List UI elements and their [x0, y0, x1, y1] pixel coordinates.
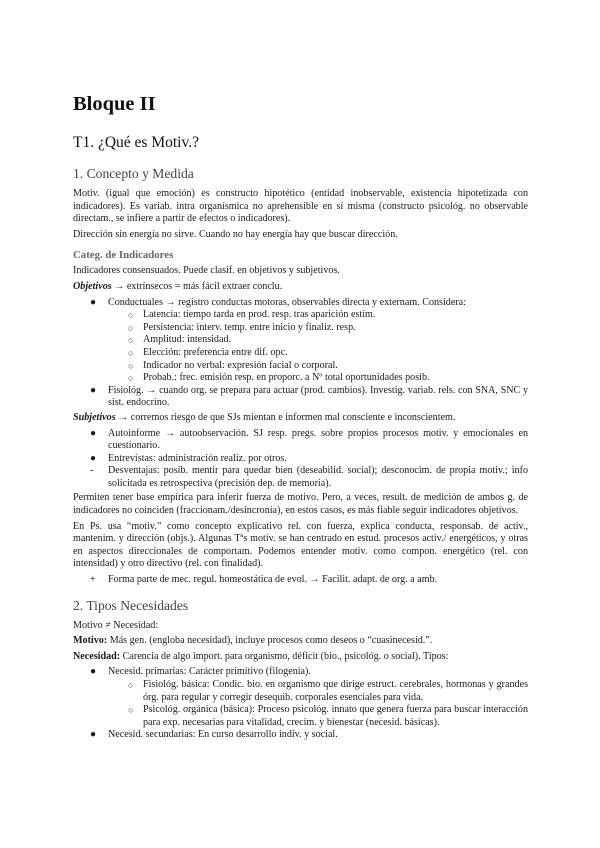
- paragraph: Permiten tener base empírica para inferir fuerza de motivo. Pero, a veces, result. de medición de ambos g. de indicadores no coinciden (fraccionam./desincronía), en estos casos, es más fiable seguir indicadores objetivos.: [73, 492, 528, 517]
- list-item: ● Necesid. secundarias: En curso desarrollo indiv. y social.: [90, 729, 338, 741]
- list-item: ● Entrevistas: administración realiz. por otros.: [90, 452, 287, 464]
- paragraph-objetivos: Objetivos → extrínsecos = más fácil extraer conclu.: [73, 280, 283, 292]
- plus-list: [73, 574, 528, 587]
- sublist-item: ○ Persistencia: interv. temp. entre inicio y finaliz. resp.: [128, 321, 356, 333]
- topic-title: T1. ¿Qué es Motiv.?: [73, 134, 199, 151]
- bullet-marker: ●: [90, 384, 97, 396]
- subsection-heading-indicadores: Categ. de Indicadores: [73, 249, 174, 262]
- paragraph-motivo: Motivo: Más gen. (engloba necesidad), incluye procesos como deseos o “cuasinecesid.”.: [73, 635, 433, 647]
- sublist-item: ○ Fisiológ. básica: Condic. bio. en organismo que dirige estruct. cerebrales, hormonas y grandes órg. para regular y corregir desequib. corporales esenciales para vida.: [128, 679, 528, 703]
- sublist-item: ○ Amplitud: intensidad.: [128, 334, 232, 346]
- necesidades-list: [73, 666, 528, 742]
- list-item: ● Fisiológ. → cuando org. se prepara para actuar (prod. cambios). Investig. variab. rels. con SNA, SNC y sist. endocrino.: [90, 384, 528, 409]
- conductuales-sublist: [108, 309, 528, 385]
- bullet-marker: ●: [90, 296, 97, 308]
- document-title: Bloque II: [73, 93, 156, 115]
- sublist-item: ○ Elección: preferencia entre dif. opc.: [128, 346, 288, 358]
- sublist-item: ○ Psicológ. orgánica (básica): Proceso psicológ. innato que genera fuerza para buscar interacción para exp. necesarias para vitalidad, crecim. y bienestar (necesid. básicas).: [128, 704, 528, 728]
- list-item: - Desventajas: posib. mentir para quedar bien (deseabilid. social); desconocim. de propia motiv.; info solicitada es retrospectiva (precisión dep. de memoria).: [90, 465, 528, 489]
- objetivos-list: [73, 297, 528, 410]
- paragraph: Motivo ≠ Necesidad:: [73, 619, 159, 631]
- paragraph: En Ps. usa “motiv.” como concepto explicativo rel. con fuerza, explica conducta, responsab. de activ., mantenim. y dirección (objs.). Algunas Tªs motiv. se han centrado en estud. procesos activ./ energéticos, y otras en aspectos direccionales de comportam. Podemos entender motiv. como compon. energético (rel. con intensidad) y otro directivo (rel. con finalidad).: [73, 520, 528, 570]
- subjetivos-list: [73, 428, 528, 491]
- primarias-sublist: [108, 679, 528, 729]
- paragraph-necesidad: Necesidad: Carencia de algo import. para organismo, déficit (bio., psicológ. o social). Tipos:: [73, 650, 449, 662]
- paragraph: Dirección sin energía no sirve. Cuando no hay energía hay que buscar dirección.: [73, 228, 398, 240]
- section-heading-concepto: 1. Concepto y Medida: [73, 166, 194, 181]
- sublist-item: ○ Indicador no verbal: expresión facial o corporal.: [128, 359, 338, 371]
- list-item: + Forma parte de mec. regul. homeostática de evol. → Facilit. adapt. de org. a amb.: [90, 574, 438, 586]
- list-item: ● Necesid. primarias: Carácter primitivo (filogenia). ○ Fisiológ. básica: Condic. bio. en organismo que dirige estruct. cerebrales, hormonas y grandes órg. para regular y corregir desequib. corporales esenciales para vida. ○ Psicológ. orgánica (básica): Proceso psicológ. innato que genera fuerza para buscar interacción para exp. necesarias para vitalidad, crecim. y bienestar (necesid. básicas).: [90, 666, 528, 728]
- list-item: ● Conductuales → registro conductas motoras, observables directa y externam. Considera: ○ Latencia: tiempo tarda en prod. resp. tras aparición estím. ○ Persistencia: interv. temp. entre inicio y finaliz. resp. ○ Amplitud: intensidad. ○ Elección: preferencia entre dif. opc. ○ Indicador no verbal: expresión facial o corporal. ○ Probab.: frec. emisión resp. en proporc. a Nº total oportunidades posib.: [73, 297, 528, 385]
- document-body: [73, 166, 528, 744]
- section-heading-tipos: 2. Tipos Necesidades: [73, 597, 189, 613]
- sublist-item: ○ Probab.: frec. emisión resp. en proporc. a Nº total oportunidades posib.: [128, 372, 430, 384]
- paragraph-subjetivos: Subjetivos → corremos riesgo de que SJs mientan e informen mal consciente e inconscientem.: [73, 411, 456, 423]
- paragraph: Motiv. (igual que emoción) es constructo hipotético (entidad inobservable, existencia hipotetizada con indicadores). Es variab. intra organísmica no aprehensible en sí misma (constructo psicológ. no observable directam., se infiere a partir de efectos o indicadores).: [73, 188, 528, 225]
- list-item: ● Autoinforme → autoobservación. SJ resp. pregs. sobre propios procesos motiv. y emocionales en cuestionario.: [90, 427, 528, 452]
- sublist-item: ○ Latencia: tiempo tarda en prod. resp. tras aparición estím.: [128, 309, 376, 321]
- paragraph: Indicadores consensuados. Puede clasif. en objetivos y subjetivos.: [73, 265, 340, 277]
